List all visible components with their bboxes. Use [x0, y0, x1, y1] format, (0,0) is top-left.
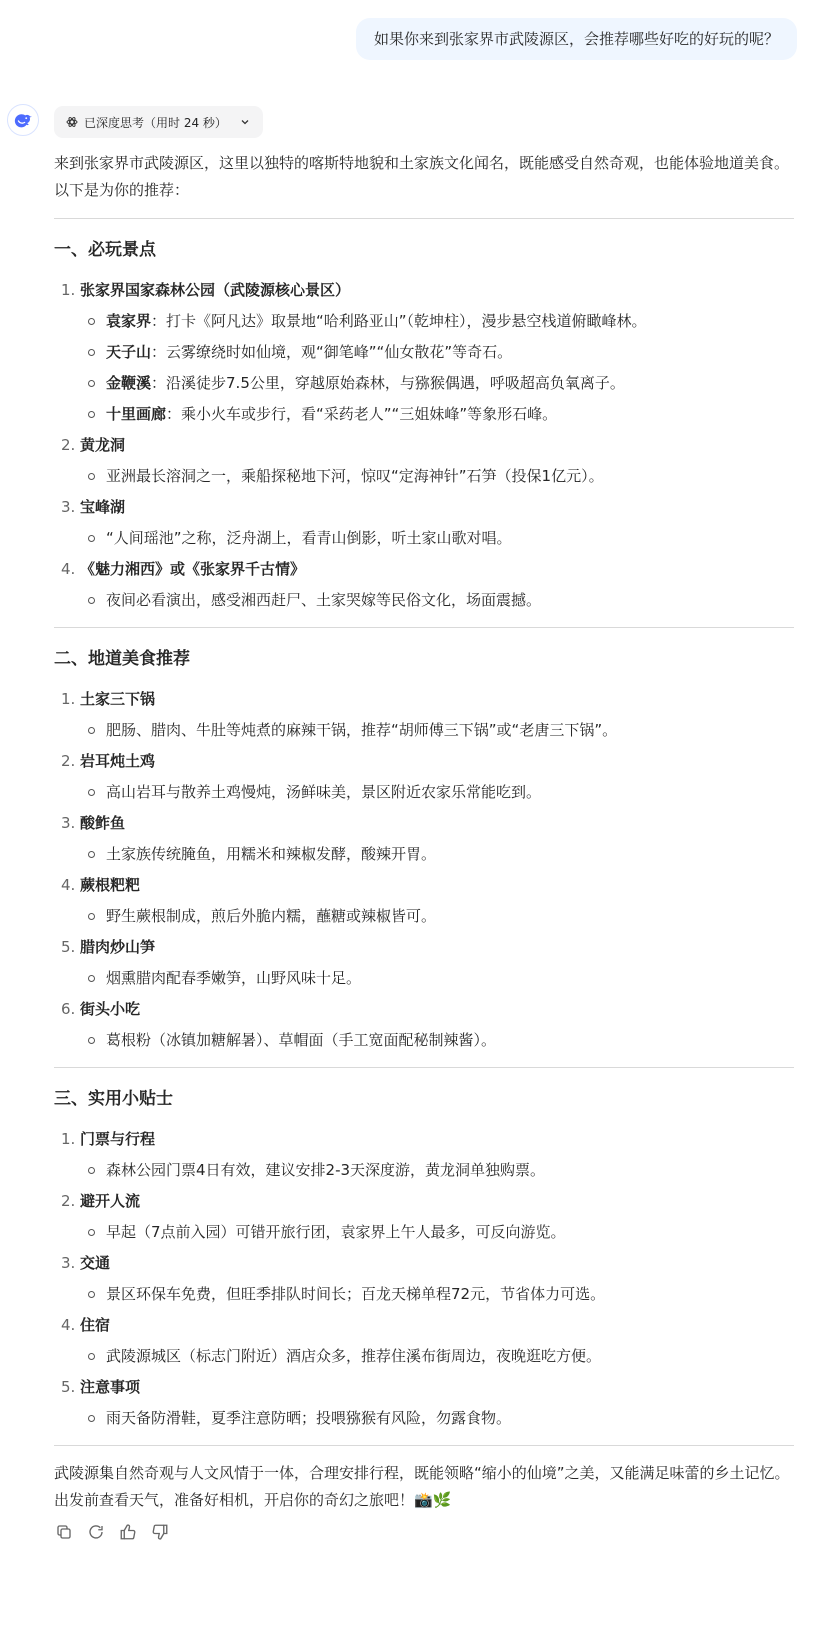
regenerate-icon [87, 1523, 105, 1541]
list-sub-item: 袁家界：打卡《阿凡达》取景地“哈利路亚山”（乾坤柱），漫步悬空栈道俯瞰峰林。 [54, 310, 794, 332]
list-item-title: 2. 黄龙洞 [61, 436, 126, 454]
section-list [54, 688, 794, 1051]
thumbs-up-button[interactable] [118, 1522, 138, 1542]
list-sub-item: 天子山：云雾缭绕时如仙境，观“御笔峰”“仙女散花”等奇石。 [54, 341, 794, 363]
list-item-title: 4. 蕨根粑粑 [61, 876, 141, 894]
list-item-title: 1. 土家三下锅 [61, 690, 156, 708]
regenerate-button[interactable] [86, 1522, 106, 1542]
section-heading: 二、地道美食推荐 [54, 649, 190, 669]
list-item-title: 5. 注意事项 [61, 1378, 141, 1396]
list-item-title: 3. 宝峰湖 [61, 498, 126, 516]
list-item-title: 4. 住宿 [61, 1316, 111, 1334]
user-message-bubble: 如果你来到张家界市武陵源区，会推荐哪些好吃的好玩的呢？ [356, 18, 797, 60]
deepseek-logo-icon [7, 104, 39, 136]
list-item-title: 3. 酸鲊鱼 [61, 814, 126, 832]
list-sub-item: 森林公园门票4日有效，建议安排2-3天深度游，黄龙洞单独购票。 [54, 1159, 794, 1181]
chevron-down-icon [239, 116, 251, 128]
message-action-bar [54, 1522, 170, 1542]
copy-icon [55, 1523, 73, 1541]
list-item-title: 4. 《魅力湘西》或《张家界千古情》 [61, 560, 306, 578]
list-sub-item: 武陵源城区（标志门附近）酒店众多，推荐住溪布街周边，夜晚逛吃方便。 [54, 1345, 794, 1367]
list-sub-item: 烟熏腊肉配春季嫩笋，山野风味十足。 [54, 967, 794, 989]
list-item-title: 2. 岩耳炖土鸡 [61, 752, 156, 770]
list-item-title: 1. 门票与行程 [61, 1130, 156, 1148]
list-sub-item: “人间瑶池”之称，泛舟湖上，看青山倒影，听土家山歌对唱。 [54, 527, 794, 549]
list-sub-item: 野生蕨根制成，煎后外脆内糯，蘸糖或辣椒皆可。 [54, 905, 794, 927]
list-sub-item: 葛根粉（冰镇加糖解暑）、草帽面（手工宽面配秘制辣酱）。 [54, 1029, 794, 1051]
deep-think-label: 已深度思考（用时 24 秒） [84, 115, 227, 130]
closing-paragraph: 武陵源集自然奇观与人文风情于一体，合理安排行程，既能领略“缩小的仙境”之美，又能满足味蕾的乡土记忆。出发前查看天气，准备好相机，开启你的奇幻之旅吧！📸🌿 [54, 1464, 790, 1509]
list-sub-item: 景区环保车免费，但旺季排队时间长；百龙天梯单程72元，节省体力可选。 [54, 1283, 794, 1305]
deep-think-toggle[interactable] [54, 106, 263, 138]
assistant-answer [54, 150, 794, 1514]
list-sub-item: 十里画廊：乘小火车或步行，看“采药老人”“三姐妹峰”等象形石峰。 [54, 403, 794, 425]
list-sub-item: 亚洲最长溶洞之一，乘船探秘地下河，惊叹“定海神针”石笋（投保1亿元）。 [54, 465, 794, 487]
list-item-title: 1. 张家界国家森林公园（武陵源核心景区） [61, 281, 351, 299]
list-sub-item: 早起（7点前入园）可错开旅行团，袁家界上午人最多，可反向游览。 [54, 1221, 794, 1243]
list-item-title: 5. 腊肉炒山笋 [61, 938, 156, 956]
list-item-title: 2. 避开人流 [61, 1192, 141, 1210]
thumbs-up-icon [119, 1523, 137, 1541]
list-sub-item: 土家族传统腌鱼，用糯米和辣椒发酵，酸辣开胃。 [54, 843, 794, 865]
list-item-title: 6. 街头小吃 [61, 1000, 141, 1018]
section-heading: 一、必玩景点 [54, 240, 156, 260]
section-list [54, 279, 794, 611]
thumbs-down-button[interactable] [150, 1522, 170, 1542]
list-sub-item: 雨天备防滑鞋，夏季注意防晒；投喂猕猴有风险，勿露食物。 [54, 1407, 794, 1429]
thumbs-down-icon [151, 1523, 169, 1541]
section-list [54, 1128, 794, 1429]
copy-button[interactable] [54, 1522, 74, 1542]
section-heading: 三、实用小贴士 [54, 1089, 173, 1109]
atom-icon [66, 116, 78, 128]
list-sub-item: 金鞭溪：沿溪徒步7.5公里，穿越原始森林，与猕猴偶遇，呼吸超高负氧离子。 [54, 372, 794, 394]
list-sub-item: 肥肠、腊肉、牛肚等炖煮的麻辣干锅，推荐“胡师傅三下锅”或“老唐三下锅”。 [54, 719, 794, 741]
list-sub-item: 高山岩耳与散养土鸡慢炖，汤鲜味美，景区附近农家乐常能吃到。 [54, 781, 794, 803]
list-item-title: 3. 交通 [61, 1254, 111, 1272]
list-sub-item: 夜间必看演出，感受湘西赶尸、土家哭嫁等民俗文化，场面震撼。 [54, 589, 794, 611]
intro-paragraph: 来到张家界市武陵源区，这里以独特的喀斯特地貌和土家族文化闻名，既能感受自然奇观，也能体验地道美食。以下是为你的推荐： [54, 154, 790, 199]
